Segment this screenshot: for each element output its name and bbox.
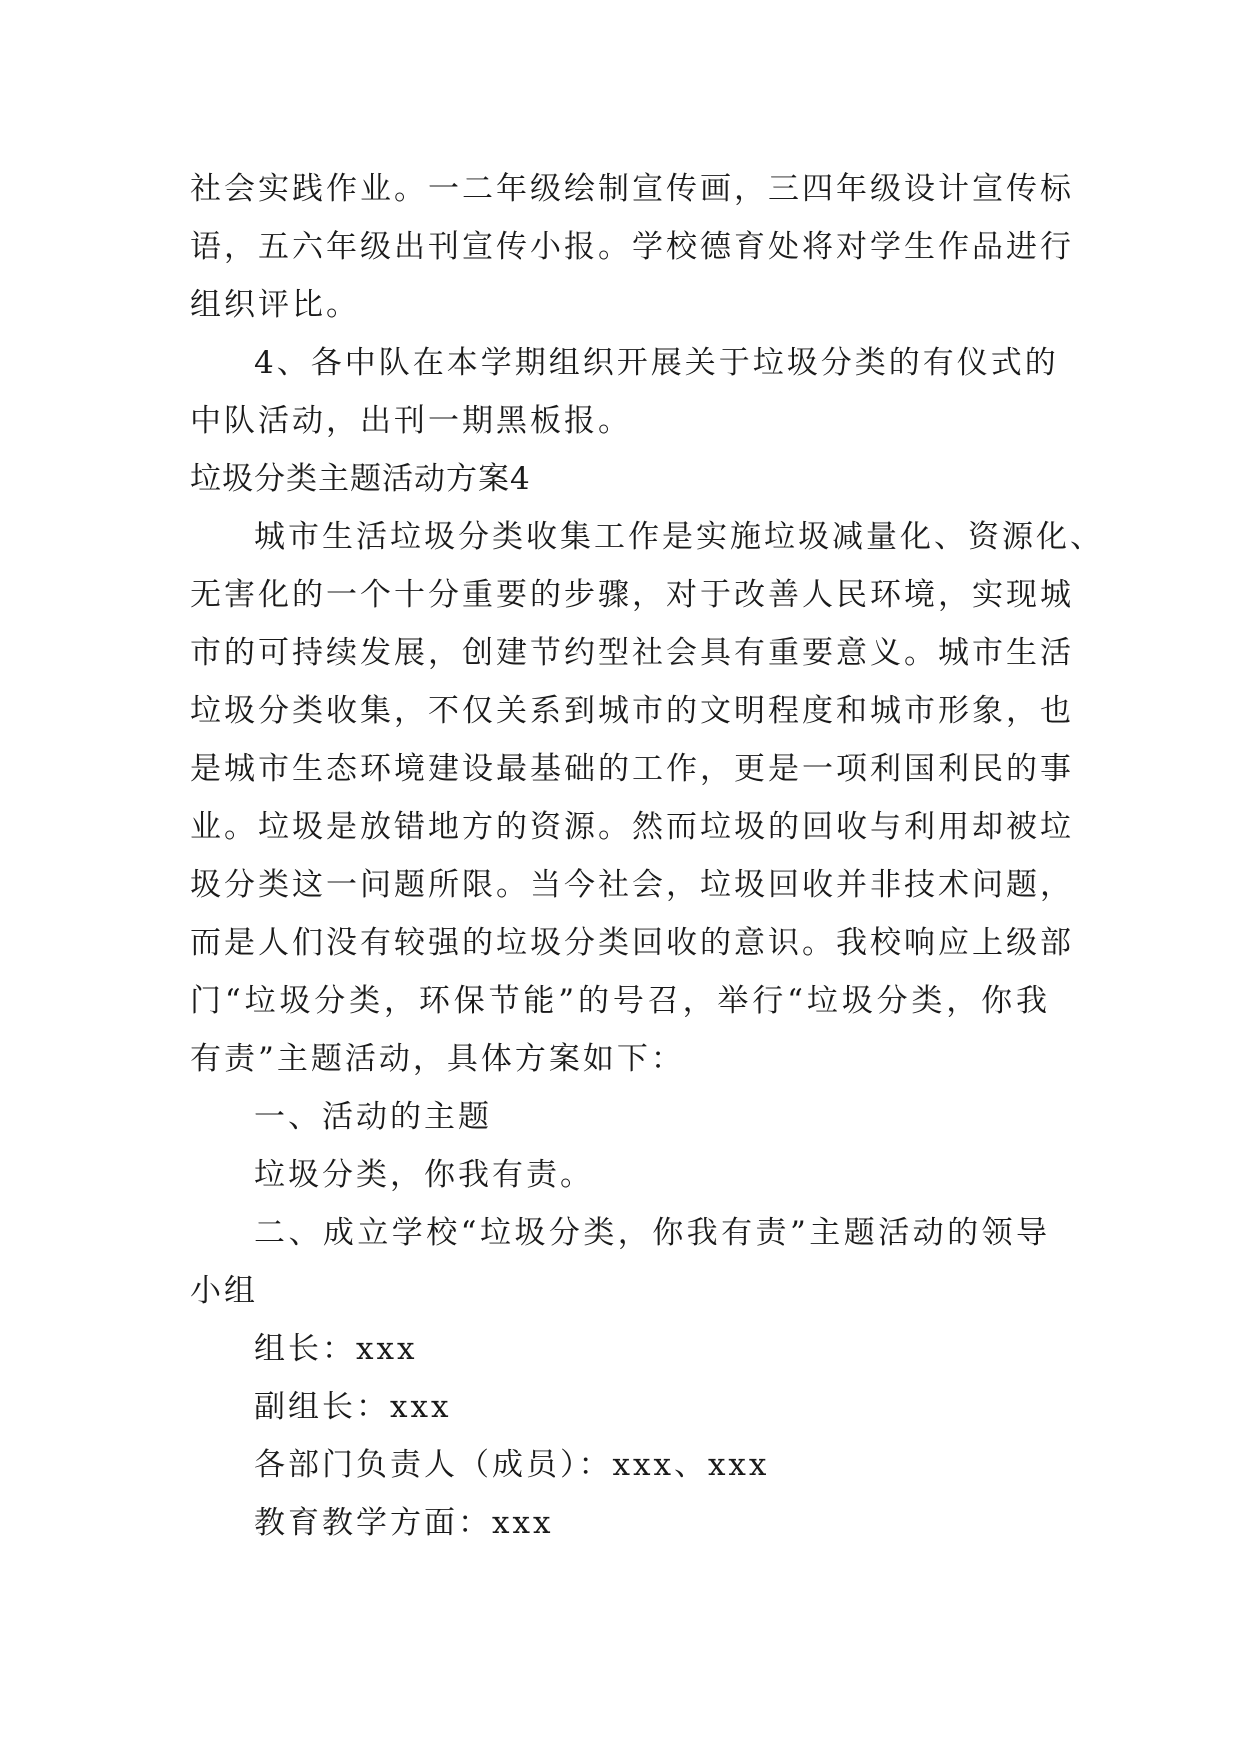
list-item: 副组长：xxx bbox=[254, 1389, 452, 1425]
paragraph-line: 门“垃圾分类，环保节能”的号召，举行“垃圾分类，你我 bbox=[190, 983, 1050, 1019]
list-item: 教育教学方面：xxx bbox=[254, 1505, 554, 1541]
paragraph-line: 社会实践作业。一二年级绘制宣传画，三四年级设计宣传标 bbox=[190, 171, 1074, 207]
list-item: 组长：xxx bbox=[254, 1331, 418, 1367]
document-page bbox=[190, 160, 1104, 1552]
paragraph-line: 组织评比。 bbox=[190, 287, 360, 323]
section-heading: 垃圾分类主题活动方案4 bbox=[190, 461, 531, 497]
paragraph-line: 而是人们没有较强的垃圾分类回收的意识。我校响应上级部 bbox=[190, 925, 1074, 961]
paragraph-line: 语，五六年级出刊宣传小报。学校德育处将对学生作品进行 bbox=[190, 229, 1074, 265]
paragraph-line: 有责”主题活动，具体方案如下： bbox=[190, 1041, 685, 1077]
paragraph-line: 城市生活垃圾分类收集工作是实施垃圾减量化、资源化、 bbox=[254, 519, 1104, 555]
paragraph-line: 是城市生态环境建设最基础的工作，更是一项利国利民的事 bbox=[190, 751, 1074, 787]
list-item: 各部门负责人（成员）：xxx、xxx bbox=[254, 1447, 770, 1483]
subsection-heading: 二、成立学校“垃圾分类，你我有责”主题活动的领导 bbox=[254, 1215, 1050, 1251]
paragraph-line: 垃圾分类收集，不仅关系到城市的文明程度和城市形象，也 bbox=[190, 693, 1074, 729]
paragraph-line: 小组 bbox=[190, 1273, 258, 1309]
paragraph-line: 中队活动，出刊一期黑板报。 bbox=[190, 403, 632, 439]
paragraph-line: 垃圾分类，你我有责。 bbox=[254, 1157, 594, 1193]
paragraph-line: 业。垃圾是放错地方的资源。然而垃圾的回收与利用却被垃 bbox=[190, 809, 1074, 845]
paragraph-line: 市的可持续发展，创建节约型社会具有重要意义。城市生活 bbox=[190, 635, 1074, 671]
subsection-heading: 一、活动的主题 bbox=[254, 1099, 492, 1135]
paragraph-line: 无害化的一个十分重要的步骤，对于改善人民环境，实现城 bbox=[190, 577, 1074, 613]
paragraph-line: 4、各中队在本学期组织开展关于垃圾分类的有仪式的 bbox=[254, 345, 1059, 381]
paragraph-line: 圾分类这一问题所限。当今社会，垃圾回收并非技术问题， bbox=[190, 867, 1074, 903]
